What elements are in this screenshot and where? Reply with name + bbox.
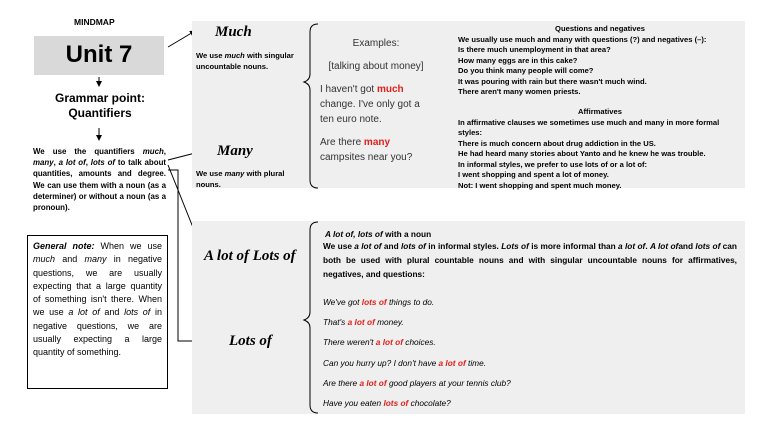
many-desc-overlay: We use many with plural nouns. — [196, 169, 285, 189]
many-heading-overlay: Many — [217, 143, 253, 159]
a-lot-of-example: Are there a lot of good players at your tennis club? — [323, 377, 511, 388]
affirmatives-line-2: He had heard many stories about Yanto and he knew he was trouble. — [458, 149, 706, 158]
grammar-point-title: Grammar point: Quantifiers — [54, 91, 145, 120]
a-lot-of-example: There weren't a lot of choices. — [323, 337, 436, 348]
a-lot-of-example: Can you hurry up? I don't have a lot of time. — [323, 357, 487, 368]
a-lot-of-title: A lot of, lots of with a noun — [325, 229, 432, 239]
examples-title: Examples: — [352, 38, 400, 49]
intro-paragraph: We use the quantifiers much, many, a lot of, lots of to talk about quantities, amounts and degree. We can use them with a noun (as a determiner) or without a noun (as a pronoun). — [33, 147, 167, 213]
a-lot-of-example: We've got lots of things to do. — [323, 297, 435, 307]
affirmatives-line-5: Not: I went shopping and spent much money. — [458, 180, 622, 190]
questions-title: Questions and negatives — [555, 24, 645, 33]
questions-line-2: How many eggs are in this cake? — [458, 55, 578, 65]
much-desc-overlay: We use much with singular uncountable nouns. — [196, 51, 294, 71]
a-lot-of-example: Have you eaten lots of chocolate? — [323, 398, 451, 409]
example-many: Are there many campsites near you? — [320, 137, 413, 163]
affirmatives-intro: In affirmative clauses we sometimes use much and many in more formal styles: — [458, 117, 720, 137]
example-much: I haven't got much change. I've only got a ten euro note. — [320, 84, 420, 125]
a-lot-of-heading: A lot of Lots of — [204, 248, 296, 264]
a-lot-of-paragraph: We use a lot of and lots of in informal styles. Lots of is more informal than a lot of. A lot ofand lots of can both be used with plural countable nouns and with singular uncountable nouns for affirmatives, negatives, and questions: — [323, 241, 737, 279]
unit-title: Unit 7 — [65, 41, 133, 68]
questions-intro: We usually use much and many with questions (?) and negatives (–): — [458, 34, 707, 44]
affirmatives-title: Affirmatives — [578, 107, 622, 116]
lots-of-heading: Lots of — [229, 333, 272, 349]
mindmap-label: MINDMAP — [74, 17, 115, 27]
much-heading-overlay: Much — [215, 24, 252, 40]
questions-line-3: Do you think many people will come? — [458, 66, 594, 75]
examples-context: [talking about money] — [328, 61, 424, 72]
general-note-box: General note: When we use much and many in negative questions, we are usually expecting that a large quantity of something isn't there. When we use a lot of and lots of in negative questions, we are usually expecting a large quantity of something. — [27, 235, 168, 389]
a-lot-of-example: That's a lot of money. — [323, 317, 404, 328]
affirmatives-line-1: There is much concern about drug addiction in the US. — [458, 138, 656, 148]
questions-line-4: It was pouring with rain but there wasn't much wind. — [458, 76, 647, 86]
affirmatives-line-3: In informal styles, we prefer to use lots of or a lot of: — [458, 159, 648, 169]
questions-line-1: Is there much unemployment in that area? — [458, 45, 611, 54]
affirmatives-line-4: I went shopping and spent a lot of money. — [458, 170, 609, 179]
questions-line-5: There aren't many women priests. — [458, 87, 581, 96]
